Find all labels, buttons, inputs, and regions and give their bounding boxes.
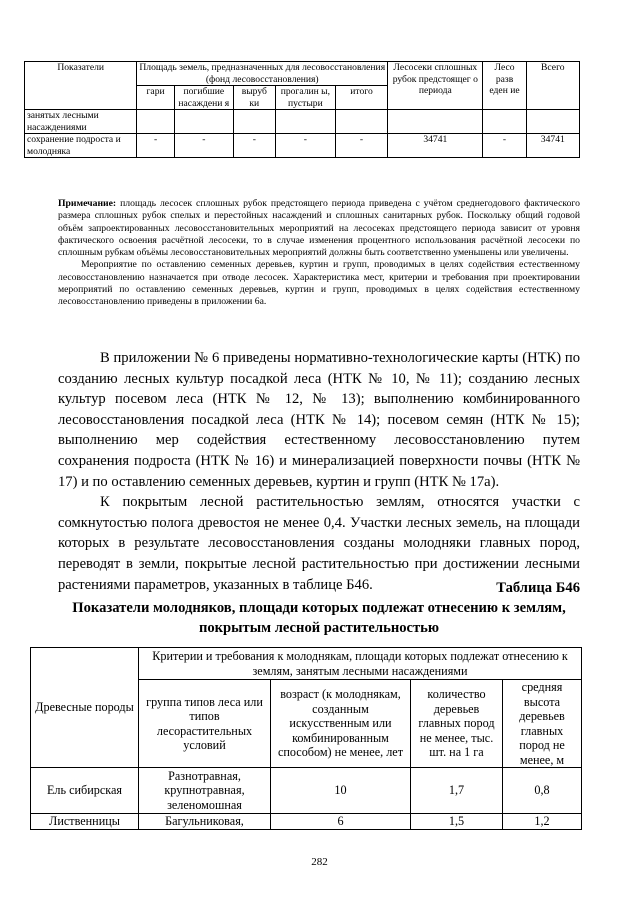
paragraph-1: В приложении № 6 приведены нормативно-технологические карты (НТК) по созданию лесных культур посадкой леса (НТК № 10, № 11); созданию лесных культур посевом леса (НТК № 12, № 13); выполнению комбинированного лесовосстановления посадкой леса (НТК № 14); посевом семян (НТК № 15); выполнению мер содействия естественному лесовосстановлению путем сохранения подроста (НТК № 16) и минерализацией поверхности почвы (НТК № 17) и по оставлению семенных деревьев, куртин и групп (НТК № 17а).: [58, 350, 580, 490]
note-text: площадь лесосек сплошных рубок предстоящего периода приведена с учётом среднегодового фактического размера сплошных рубок спелых и перестойных насаждений и сплошных санитарных рубок. Поскольку общий годовой объём запроектированных лесовосстановительных мероприятий на лесосеках предстоящего периода зависит от уровня фактического освоения расчётной лесосеки, то в случае изменения процентного использования расчётной лесосеки по сплошным рубкам объёмы лесовосстановительных мероприятий должны быть соответственно уменьшены или увеличены.: [58, 198, 581, 259]
header-burns: гари: [137, 86, 174, 110]
cell: [233, 110, 275, 134]
cell: -: [335, 134, 387, 158]
cell: [137, 110, 174, 134]
header-indicators: Показатели: [25, 62, 137, 110]
row-label: сохранение подроста и молодняка: [25, 134, 137, 158]
header-species: Древесные породы: [31, 648, 139, 768]
header-height: средняя высота деревьев главных пород не менее, м: [503, 680, 582, 768]
header-all: Всего: [526, 62, 579, 110]
cell: -: [174, 134, 233, 158]
header-glades: прогалин ы, пустыри: [275, 86, 335, 110]
cell: -: [483, 134, 526, 158]
table-row: [25, 110, 580, 134]
header-area-group: Площадь земель, предназначенных для лесовосстановления (фонд лесовосстановления): [137, 62, 388, 86]
header-count: количество деревьев главных пород не менее, тыс. шт. на 1 га: [411, 680, 503, 768]
row-label: занятых лесными насаждениями: [25, 110, 137, 134]
cell: 34741: [526, 134, 579, 158]
cell-age: 10: [271, 768, 411, 814]
note-block: [58, 198, 580, 309]
table-row: [31, 768, 582, 814]
cell: [483, 110, 526, 134]
cell: -: [137, 134, 174, 158]
paragraph-2: К покрытым лесной растительностью землям, относятся участки с сомкнутостью полога древостоя не менее 0,4. Участки лесных земель, на площади которых в результате лесовосстановления созданы молодняки главных пород, переводят в земли, покрытые лесной растительностью при достижении лесными растениями параметров, указанных в таблице Б46.: [58, 494, 580, 593]
cell-species: Лиственницы: [31, 814, 139, 830]
header-cuttings: Лесосеки сплошных рубок предстоящег о периода: [388, 62, 483, 110]
cell: [275, 110, 335, 134]
cell-forest-type: Разнотравная, крупнотравная, зеленомошная: [139, 768, 271, 814]
header-forest-sites: Лесо разв еден ие: [483, 62, 526, 110]
body-text: [58, 348, 580, 595]
cell-count: 1,7: [411, 768, 503, 814]
note-label: Примечание:: [58, 198, 117, 209]
cell-height: 0,8: [503, 768, 582, 814]
cell: 34741: [388, 134, 483, 158]
header-total-area: итого: [335, 86, 387, 110]
table-caption: Таблица Б46: [496, 580, 580, 596]
header-clearings: выруб ки: [233, 86, 275, 110]
header-dead: погибшие насаждени я: [174, 86, 233, 110]
cell: [388, 110, 483, 134]
cell: -: [275, 134, 335, 158]
table-title: Показатели молодняков, площади которых подлежат отнесению к землям, покрытым лесной растительностью: [72, 600, 566, 636]
note-paragraph-2: Мероприятие по оставлению семенных деревьев, куртин и групп, проводимых в целях содействия естественному лесовосстановлению назначается при отводе лесосек. Характеристика мест, критерии и требования при проектировании мероприятий по оставлению семенных деревьев, куртин и групп, проводимых в целях содействия естественному лесовосстановлению приведены в приложении 6а.: [58, 259, 580, 308]
cell-age: 6: [271, 814, 411, 830]
cell-forest-type: Багульниковая,: [139, 814, 271, 830]
page-number: 282: [311, 856, 328, 868]
cell: [174, 110, 233, 134]
header-age: возраст (к молоднякам, созданным искусственным или комбинированным способом) не менее, лет: [271, 680, 411, 768]
cell: -: [233, 134, 275, 158]
cell-height: 1,2: [503, 814, 582, 830]
table-row: [25, 134, 580, 158]
cell: [526, 110, 579, 134]
header-criteria: Критерии и требования к молоднякам, площади которых подлежат отнесению к землям, занятым лесными насаждениями: [139, 648, 582, 680]
table-young-stands: [30, 647, 582, 830]
table-forest-restoration-fund: [24, 61, 580, 158]
cell-species: Ель сибирская: [31, 768, 139, 814]
cell: [335, 110, 387, 134]
table-row: [31, 814, 582, 830]
header-forest-type: группа типов леса или типов лесорастительных условий: [139, 680, 271, 768]
cell-count: 1,5: [411, 814, 503, 830]
